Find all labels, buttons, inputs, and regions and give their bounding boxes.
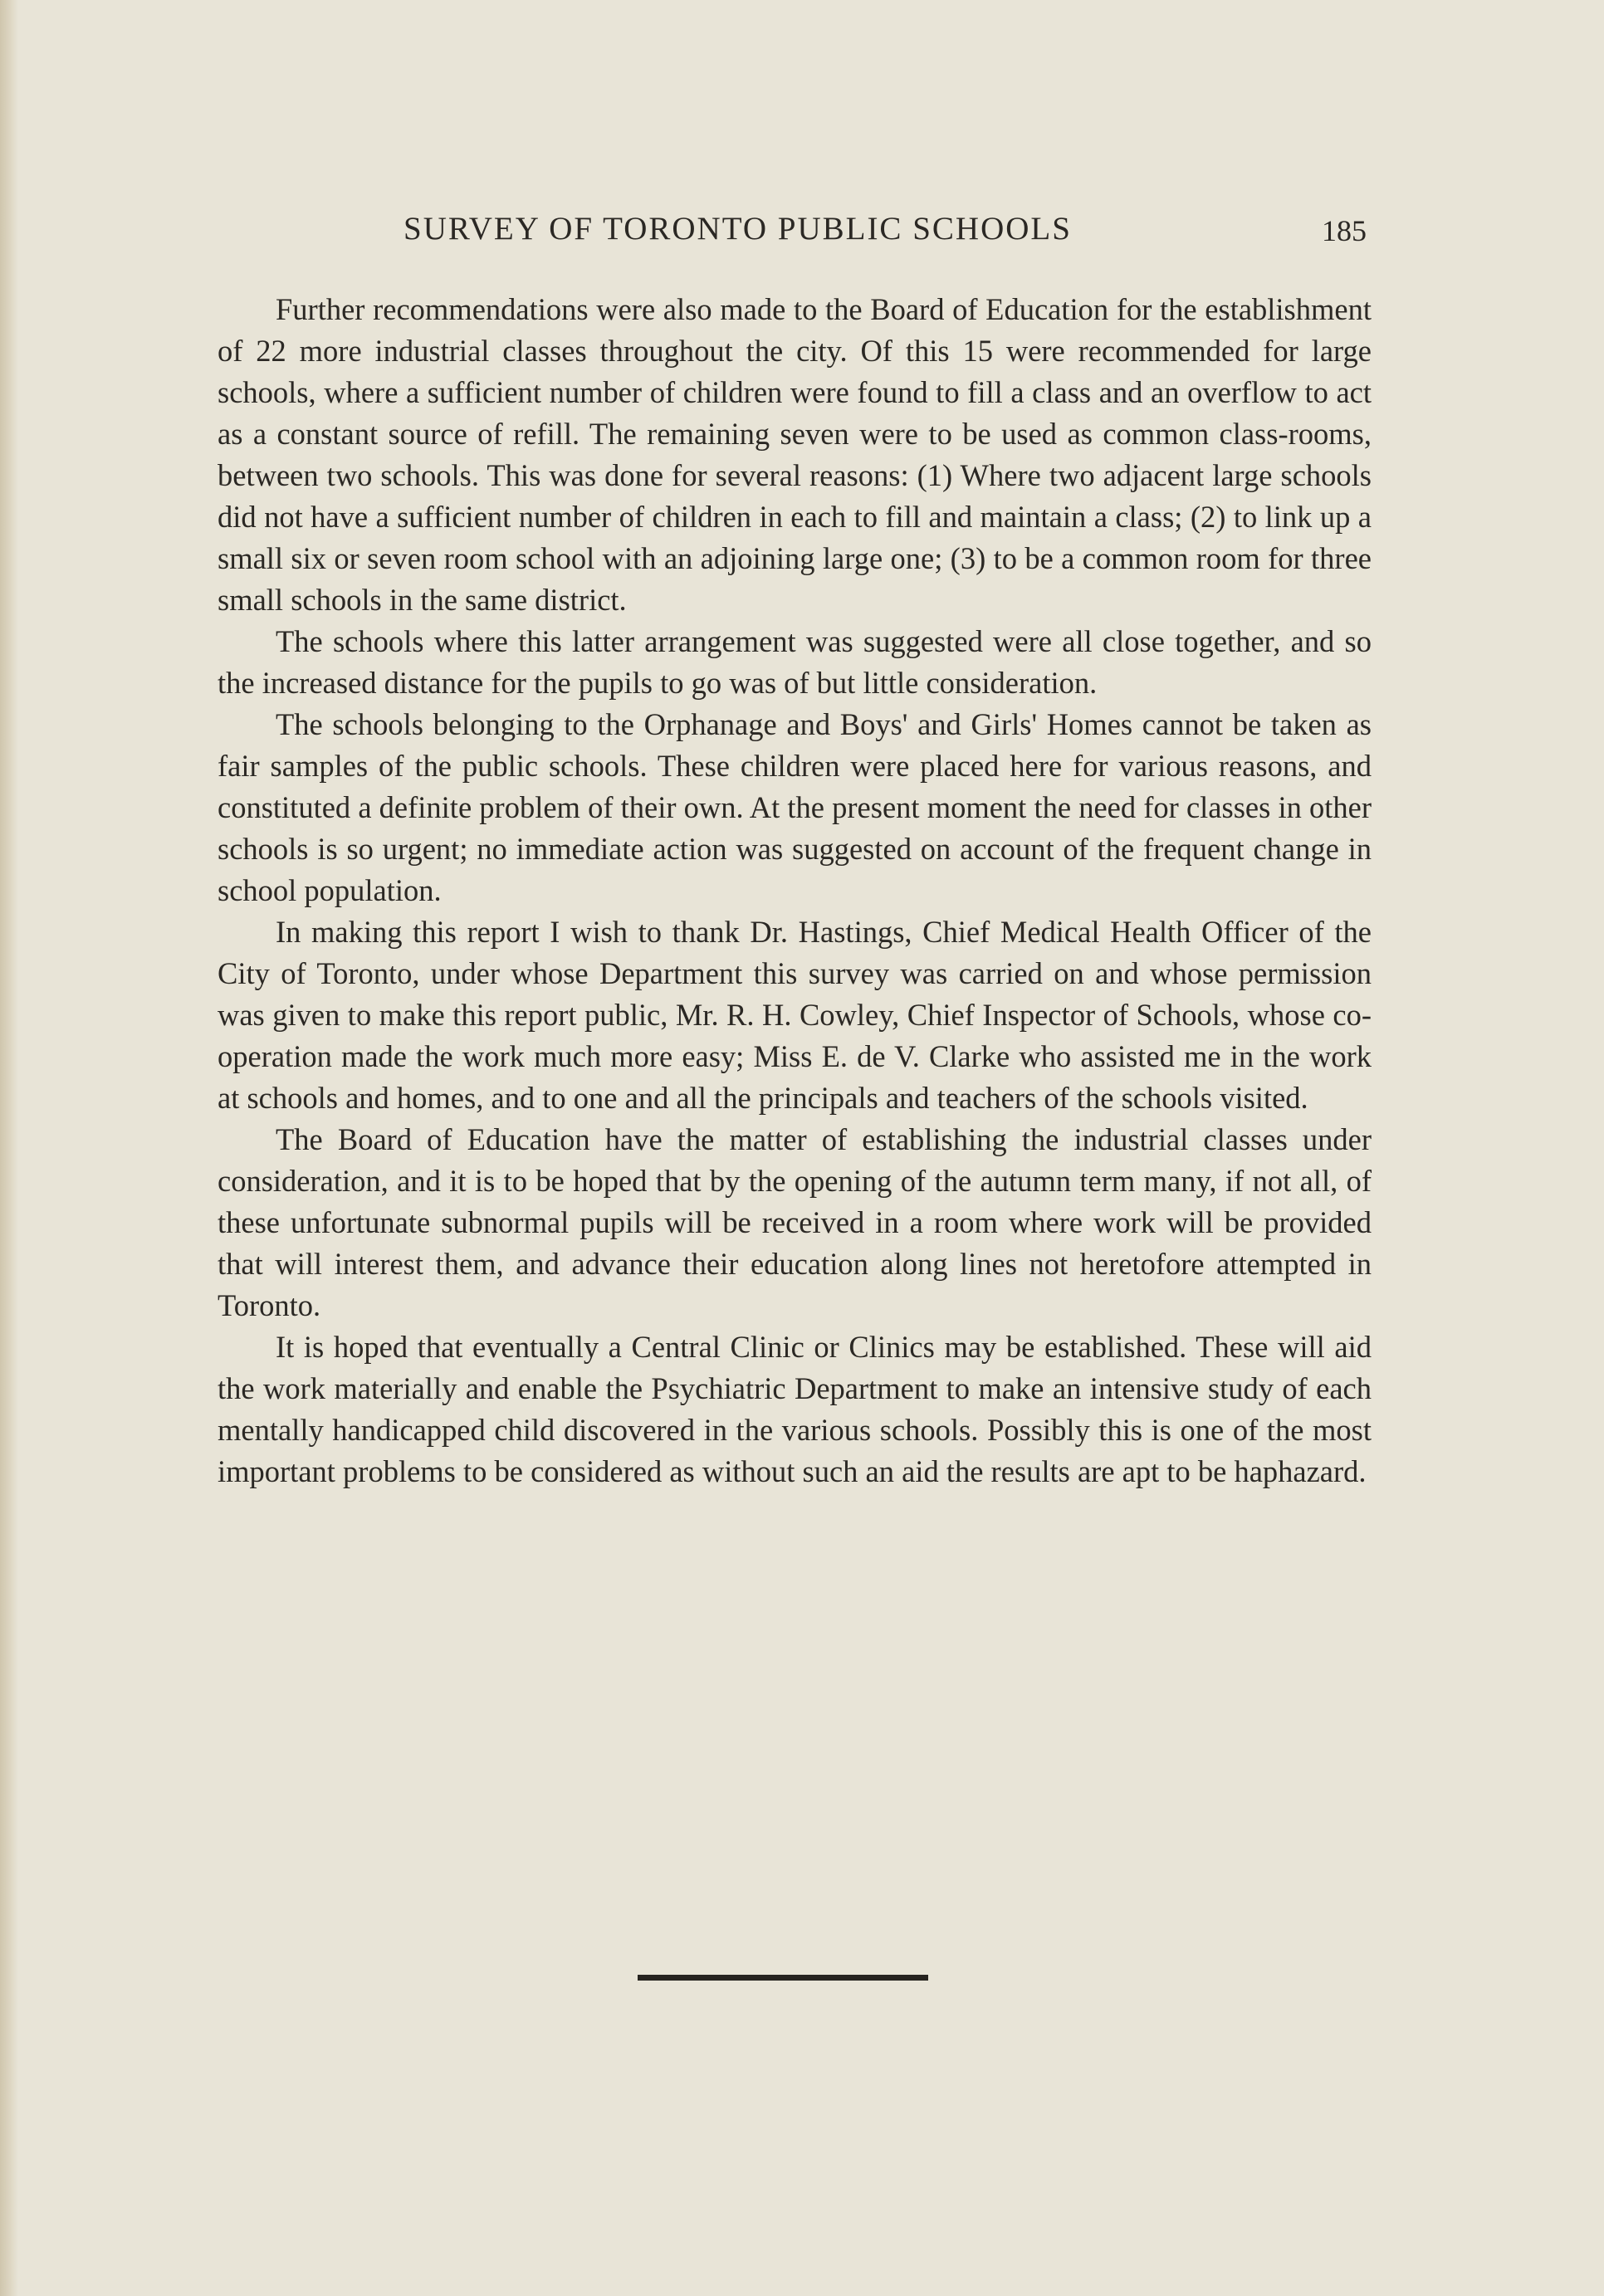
paragraph-acknowledgements: In making this report I wish to thank Dr. Hastings, Chief Medical Health Officer of the City of Toronto, under whose Department this survey was carried on and whose permission was given to make this report public, Mr. R. H. Cowley, Chief Inspector of Schools, whose co-operation made the work much more easy; Miss E. de V. Clarke who assisted me in the work at schools and homes, and to one and all the principals and teachers of the schools visited. [218,915,1372,1115]
running-title: SURVEY OF TORONTO PUBLIC SCHOOLS [403,211,1072,247]
paragraph-recommendations: Further recommendations were also made to the Board of Education for the establishment of 22 more industrial classes throughout the city. Of this 15 were recommended for large schools, where a sufficient number of children were found to fill a class and an overflow to act as a constant source of refill. The remaining seven were to be used as common class-rooms, between two schools. This was done for several reasons: (1) Where two adjacent large schools did not have a sufficient number of children in each to fill and maintain a class; (2) to link up a small six or seven room school with an adjoining large one; (3) to be a common room for three small schools in the same district. [218,292,1372,617]
section-end-rule [638,1975,928,1981]
paragraph-arrangement: The schools where this latter arrangement was suggested were all close together, and so the increased distance for the pupils to go was of but little consideration. [218,624,1372,700]
paragraph-central-clinic: It is hoped that eventually a Central Clinic or Clinics may be established. These will aid the work materially and enable the Psychiatric Department to make an intensive study of each mentally handicapped child discovered in the various schools. Possibly this is one of the most important problems to be considered as without such an aid the results are apt to be haphazard. [218,1330,1372,1488]
paragraph-orphanage: The schools belonging to the Orphanage and Boys' and Girls' Homes cannot be taken as fair samples of the public schools. These children were placed here for various reasons, and constituted a definite problem of their own. At the present moment the need for classes in other schools is so urgent; no immediate action was suggested on account of the frequent change in school population. [218,707,1372,907]
body-text [218,289,1372,1492]
page-number: 185 [1322,214,1367,247]
paragraph-board-of-education: The Board of Education have the matter of establishing the industrial classes under consideration, and it is to be hoped that by the opening of the autumn term many, if not all, of these unfortunate subnormal pupils will be received in a room where work will be provided that will interest them, and advance their education along lines not heretofore attempted in Toronto. [218,1122,1372,1322]
binding-edge [0,0,18,2296]
running-head [403,204,1367,254]
